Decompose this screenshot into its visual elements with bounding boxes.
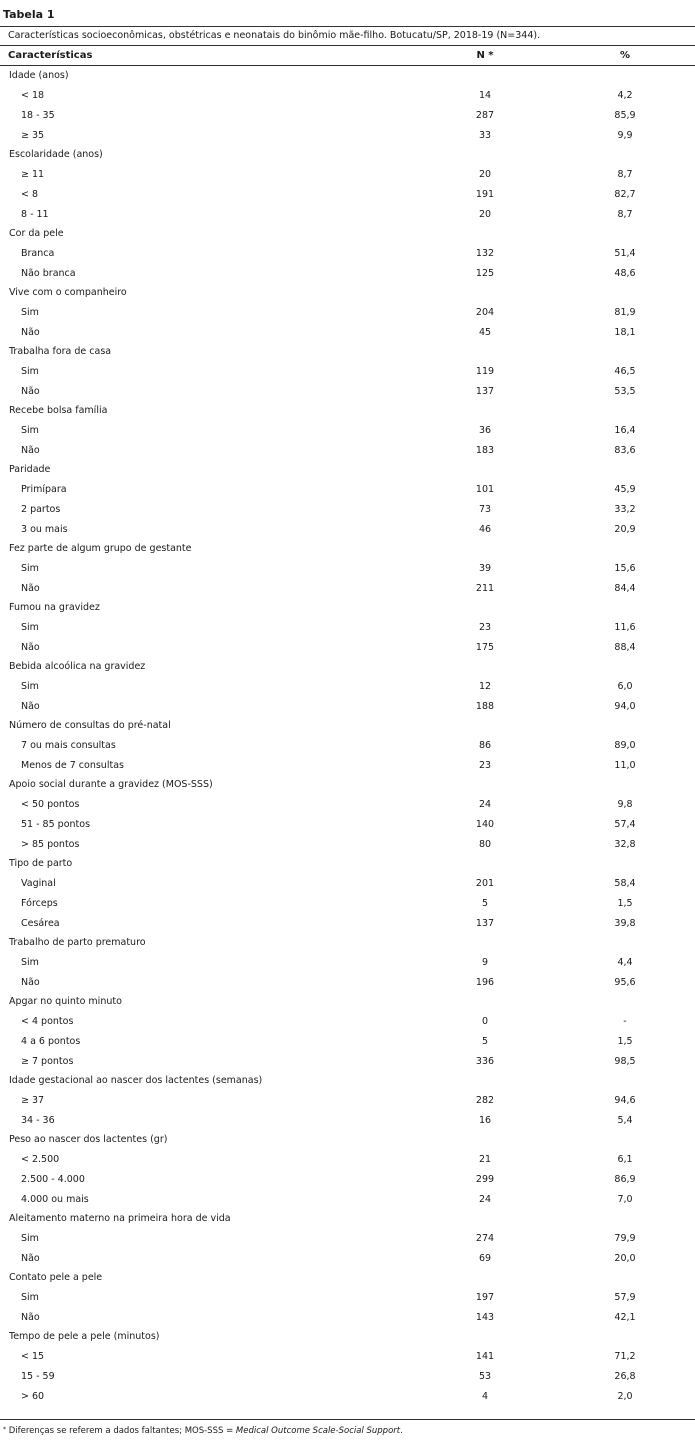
table-row: [0, 420, 695, 440]
group-label: Apoio social durante a gravidez (MOS-SSS): [9, 779, 213, 790]
table-row: [0, 1011, 695, 1031]
row-n-value: 274: [475, 1233, 495, 1244]
row-n-value: 0: [481, 1016, 489, 1027]
table-bottom-rule: [0, 1419, 695, 1420]
group-label: Cor da pele: [9, 228, 64, 239]
table-body: [0, 66, 695, 1406]
row-n-value: 201: [475, 878, 495, 889]
footnote-end: .: [400, 1426, 403, 1436]
row-n-value: 69: [478, 1253, 492, 1264]
row-n-value: 86: [478, 740, 492, 751]
row-percent-value: 84,4: [614, 583, 636, 594]
row-percent-value: 45,9: [614, 484, 636, 495]
table-row: [0, 893, 695, 913]
group-label: Contato pele a pele: [9, 1272, 103, 1283]
table-row: [0, 499, 695, 519]
row-label: < 4 pontos: [21, 1016, 74, 1027]
table-group-row: [0, 1209, 695, 1228]
table-footnote: [3, 1424, 403, 1438]
table-row: [0, 1090, 695, 1110]
row-label: ≥ 37: [21, 1095, 45, 1106]
row-n-value: 299: [475, 1174, 495, 1185]
table-group-row: [0, 145, 695, 164]
table-group-row: [0, 775, 695, 794]
table-row: [0, 1287, 695, 1307]
row-label: Não: [21, 701, 40, 712]
row-label: ≥ 11: [21, 169, 45, 180]
row-label: 7 ou mais consultas: [21, 740, 116, 751]
row-label: Menos de 7 consultas: [21, 760, 124, 771]
row-percent-value: 57,4: [614, 819, 636, 830]
table-row: [0, 1307, 695, 1327]
row-label: < 18: [21, 90, 45, 101]
row-label: Não: [21, 1312, 40, 1323]
row-percent-value: 6,0: [617, 681, 633, 692]
row-percent-value: 2,0: [617, 1391, 633, 1402]
row-label: Sim: [21, 366, 39, 377]
row-percent-value: 6,1: [617, 1154, 633, 1165]
group-label: Idade gestacional ao nascer dos lactentes (semanas): [9, 1075, 263, 1086]
row-label: < 8: [21, 189, 39, 200]
row-percent-value: 20,0: [614, 1253, 636, 1264]
row-n-value: 53: [478, 1371, 492, 1382]
row-percent-value: 48,6: [614, 268, 636, 279]
row-percent-value: 33,2: [614, 504, 636, 515]
row-label: > 85 pontos: [21, 839, 80, 850]
row-n-value: 4: [481, 1391, 489, 1402]
row-label: Cesárea: [21, 918, 60, 929]
table-group-row: [0, 1327, 695, 1346]
table-row: [0, 972, 695, 992]
row-n-value: 140: [475, 819, 495, 830]
row-percent-value: 88,4: [614, 642, 636, 653]
table-group-row: [0, 401, 695, 420]
table-row: [0, 164, 695, 184]
row-label: < 50 pontos: [21, 799, 80, 810]
row-percent-value: 79,9: [614, 1233, 636, 1244]
group-label: Escolaridade (anos): [9, 149, 103, 160]
group-label: Peso ao nascer dos lactentes (gr): [9, 1134, 168, 1145]
row-n-value: 119: [475, 366, 495, 377]
header-characteristics: Características: [8, 50, 93, 61]
table-row: [0, 578, 695, 598]
row-percent-value: 46,5: [614, 366, 636, 377]
row-n-value: 137: [475, 918, 495, 929]
row-label: ≥ 35: [21, 130, 45, 141]
table-row: [0, 814, 695, 834]
table-group-row: [0, 460, 695, 479]
table-row: [0, 1248, 695, 1268]
table-row: [0, 263, 695, 283]
table-row: [0, 696, 695, 716]
table-row: [0, 381, 695, 401]
row-n-value: 80: [478, 839, 492, 850]
table-row: [0, 1228, 695, 1248]
footnote-italic: Medical Outcome Scale-Social Support: [235, 1426, 401, 1436]
row-n-value: 36: [478, 425, 492, 436]
table-group-row: [0, 539, 695, 558]
row-n-value: 197: [475, 1292, 495, 1303]
row-n-value: 125: [475, 268, 495, 279]
table-row: [0, 794, 695, 814]
row-percent-value: 4,4: [617, 957, 633, 968]
row-n-value: 141: [475, 1351, 495, 1362]
group-label: Tipo de parto: [9, 858, 73, 869]
row-percent-value: 8,7: [617, 209, 633, 220]
row-label: 18 - 35: [21, 110, 55, 121]
row-percent-value: 9,9: [617, 130, 633, 141]
row-n-value: 183: [475, 445, 495, 456]
row-label: Sim: [21, 1233, 39, 1244]
footnote-text: Diferenças se referem a dados faltantes; MOS-SSS =: [6, 1426, 236, 1436]
row-percent-value: 7,0: [617, 1194, 633, 1205]
row-label: Não: [21, 386, 40, 397]
table-row: [0, 1051, 695, 1071]
row-n-value: 5: [481, 898, 489, 909]
table-row: [0, 1366, 695, 1386]
row-label: Sim: [21, 563, 39, 574]
row-n-value: 45: [478, 327, 492, 338]
row-percent-value: -: [623, 1016, 627, 1027]
row-n-value: 101: [475, 484, 495, 495]
row-label: 4.000 ou mais: [21, 1194, 89, 1205]
row-label: 2 partos: [21, 504, 61, 515]
table-row: [0, 755, 695, 775]
group-label: Trabalha fora de casa: [9, 346, 112, 357]
row-percent-value: 39,8: [614, 918, 636, 929]
group-label: Apgar no quinto minuto: [9, 996, 122, 1007]
row-label: Sim: [21, 1292, 39, 1303]
row-label: Sim: [21, 622, 39, 633]
table-row: [0, 558, 695, 578]
table-group-row: [0, 657, 695, 676]
row-percent-value: 98,5: [614, 1056, 636, 1067]
row-label: 3 ou mais: [21, 524, 68, 535]
row-percent-value: 20,9: [614, 524, 636, 535]
table-group-row: [0, 854, 695, 873]
row-percent-value: 51,4: [614, 248, 636, 259]
group-label: Idade (anos): [9, 70, 69, 81]
row-n-value: 175: [475, 642, 495, 653]
table-title: Tabela 1: [3, 8, 55, 21]
table-row: [0, 735, 695, 755]
row-n-value: 46: [478, 524, 492, 535]
table-row: [0, 204, 695, 224]
row-n-value: 21: [478, 1154, 492, 1165]
table-row: [0, 1189, 695, 1209]
table-caption: Características socioeconômicas, obstétricas e neonatais do binômio mãe-filho. Botucatu/SP, 2018-19 (N=344).: [0, 26, 695, 46]
table-group-row: [0, 1268, 695, 1287]
row-label: < 15: [21, 1351, 45, 1362]
table-row: [0, 519, 695, 539]
header-percent: %: [619, 50, 631, 61]
row-n-value: 137: [475, 386, 495, 397]
group-label: Tempo de pele a pele (minutos): [9, 1331, 160, 1342]
row-percent-value: 86,9: [614, 1174, 636, 1185]
row-label: Fórceps: [21, 898, 58, 909]
row-percent-value: 16,4: [614, 425, 636, 436]
row-label: Não: [21, 1253, 40, 1264]
row-percent-value: 85,9: [614, 110, 636, 121]
row-label: 4 a 6 pontos: [21, 1036, 81, 1047]
row-label: 15 - 59: [21, 1371, 55, 1382]
row-label: Não: [21, 583, 40, 594]
row-n-value: 9: [481, 957, 489, 968]
table-row: [0, 952, 695, 972]
table-row: [0, 676, 695, 696]
row-n-value: 12: [478, 681, 492, 692]
row-percent-value: 15,6: [614, 563, 636, 574]
row-percent-value: 95,6: [614, 977, 636, 988]
row-percent-value: 9,8: [617, 799, 633, 810]
row-n-value: 24: [478, 799, 492, 810]
row-n-value: 14: [478, 90, 492, 101]
row-n-value: 20: [478, 209, 492, 220]
row-percent-value: 58,4: [614, 878, 636, 889]
row-percent-value: 1,5: [617, 898, 633, 909]
row-percent-value: 81,9: [614, 307, 636, 318]
row-percent-value: 57,9: [614, 1292, 636, 1303]
row-n-value: 20: [478, 169, 492, 180]
row-percent-value: 89,0: [614, 740, 636, 751]
table-row: [0, 1346, 695, 1366]
row-label: Sim: [21, 425, 39, 436]
group-label: Paridade: [9, 464, 51, 475]
table-row: [0, 873, 695, 893]
table-group-row: [0, 224, 695, 243]
table-group-row: [0, 598, 695, 617]
table-row: [0, 105, 695, 125]
row-n-value: 196: [475, 977, 495, 988]
row-label: 8 - 11: [21, 209, 49, 220]
table-row: [0, 1386, 695, 1406]
table-row: [0, 479, 695, 499]
row-percent-value: 26,8: [614, 1371, 636, 1382]
row-percent-value: 11,0: [614, 760, 636, 771]
row-n-value: 188: [475, 701, 495, 712]
group-label: Vive com o companheiro: [9, 287, 127, 298]
row-label: < 2.500: [21, 1154, 60, 1165]
row-label: Sim: [21, 681, 39, 692]
row-n-value: 5: [481, 1036, 489, 1047]
row-n-value: 33: [478, 130, 492, 141]
row-label: 34 - 36: [21, 1115, 55, 1126]
table-row: [0, 184, 695, 204]
table-group-row: [0, 342, 695, 361]
row-n-value: 23: [478, 622, 492, 633]
footnote-marker: *: [3, 1426, 6, 1433]
table-group-row: [0, 283, 695, 302]
table-row: [0, 440, 695, 460]
row-n-value: 16: [478, 1115, 492, 1126]
header-n: N *: [476, 50, 494, 61]
row-n-value: 132: [475, 248, 495, 259]
row-percent-value: 11,6: [614, 622, 636, 633]
table-row: [0, 617, 695, 637]
table-row: [0, 125, 695, 145]
table-row: [0, 637, 695, 657]
group-label: Bebida alcoólica na gravidez: [9, 661, 146, 672]
row-label: Não: [21, 642, 40, 653]
row-percent-value: 18,1: [614, 327, 636, 338]
row-label: Vaginal: [21, 878, 56, 889]
row-label: > 60: [21, 1391, 45, 1402]
group-label: Aleitamento materno na primeira hora de vida: [9, 1213, 231, 1224]
table-row: [0, 1169, 695, 1189]
row-n-value: 336: [475, 1056, 495, 1067]
row-percent-value: 8,7: [617, 169, 633, 180]
row-n-value: 23: [478, 760, 492, 771]
row-percent-value: 4,2: [617, 90, 633, 101]
row-percent-value: 94,0: [614, 701, 636, 712]
row-percent-value: 82,7: [614, 189, 636, 200]
table-group-row: [0, 716, 695, 735]
row-n-value: 282: [475, 1095, 495, 1106]
row-percent-value: 71,2: [614, 1351, 636, 1362]
table-row: [0, 1149, 695, 1169]
row-label: Sim: [21, 307, 39, 318]
row-label: 2.500 - 4.000: [21, 1174, 85, 1185]
table-row: [0, 913, 695, 933]
row-label: ≥ 7 pontos: [21, 1056, 74, 1067]
row-n-value: 39: [478, 563, 492, 574]
group-label: Trabalho de parto prematuro: [9, 937, 146, 948]
table-group-row: [0, 1071, 695, 1090]
table-group-row: [0, 66, 695, 85]
group-label: Fumou na gravidez: [9, 602, 100, 613]
table-group-row: [0, 992, 695, 1011]
table-header: [0, 46, 695, 66]
row-percent-value: 1,5: [617, 1036, 633, 1047]
row-label: 51 - 85 pontos: [21, 819, 91, 830]
table-row: [0, 834, 695, 854]
row-label: Sim: [21, 957, 39, 968]
row-label: Branca: [21, 248, 55, 259]
row-n-value: 204: [475, 307, 495, 318]
row-percent-value: 42,1: [614, 1312, 636, 1323]
table-row: [0, 302, 695, 322]
table-group-row: [0, 1130, 695, 1149]
row-n-value: 211: [475, 583, 495, 594]
row-percent-value: 94,6: [614, 1095, 636, 1106]
table-row: [0, 1031, 695, 1051]
row-label: Não: [21, 977, 40, 988]
table-row: [0, 85, 695, 105]
group-label: Número de consultas do pré-natal: [9, 720, 171, 731]
row-percent-value: 32,8: [614, 839, 636, 850]
group-label: Recebe bolsa família: [9, 405, 108, 416]
row-label: Não branca: [21, 268, 76, 279]
row-n-value: 191: [475, 189, 495, 200]
table-row: [0, 1110, 695, 1130]
row-label: Não: [21, 327, 40, 338]
row-n-value: 143: [475, 1312, 495, 1323]
table-row: [0, 322, 695, 342]
row-n-value: 287: [475, 110, 495, 121]
table-group-row: [0, 933, 695, 952]
group-label: Fez parte de algum grupo de gestante: [9, 543, 192, 554]
row-percent-value: 5,4: [617, 1115, 633, 1126]
row-percent-value: 53,5: [614, 386, 636, 397]
row-label: Não: [21, 445, 40, 456]
row-n-value: 73: [478, 504, 492, 515]
row-label: Primípara: [21, 484, 67, 495]
row-percent-value: 83,6: [614, 445, 636, 456]
table-row: [0, 361, 695, 381]
table-row: [0, 243, 695, 263]
row-n-value: 24: [478, 1194, 492, 1205]
